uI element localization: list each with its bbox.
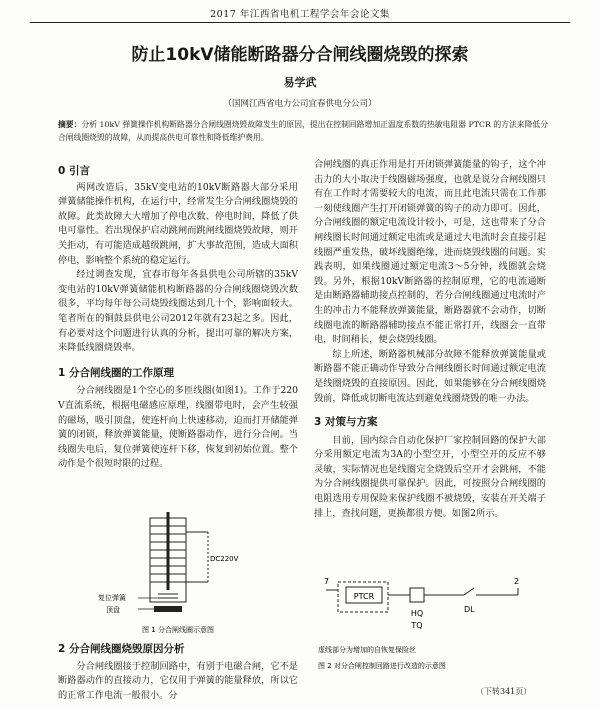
label-voltage: DC220V (210, 555, 239, 563)
return-spring (158, 594, 178, 602)
abstract (58, 118, 548, 144)
running-head: 2017 年江西省电机工程学会年会论文集 (210, 9, 390, 20)
dl-contact (464, 588, 474, 595)
coil-diagram (58, 512, 298, 640)
section2-paragraph: 分合闸线圈接于控制回路中，有别于电磁合闸，它不是断路器动作的直接动力，它仅用于弹簧的能量释放，所以它的正常工作电流一般很小。分 (58, 660, 298, 701)
label-dl: DL (464, 605, 475, 614)
section-heading-1: 1 分合闸线圈的工作原理 (58, 366, 174, 379)
label-tq: TQ (411, 621, 423, 630)
section-heading-2: 2 分合闸线圈烧毁原因分析 (58, 643, 185, 655)
label-node-left: 7 (324, 577, 330, 586)
left-column-bottom (58, 642, 298, 703)
figure-1 (58, 512, 298, 640)
section-heading-3: 3 对策与方案 (314, 416, 378, 429)
right-column (314, 158, 546, 521)
coil-box (410, 588, 424, 602)
left-column-top (58, 164, 298, 472)
label-hq: HQ (410, 609, 424, 618)
right-paragraph-2: 综上所述，断路器机械部分故障不能释放弹簧能量或断路器不能正确动作导致分合闸线圈长时间通过额定电流是线圈烧毁的直接原因。因此，如果能够在分合闸线圈烧毁前，降低或切断电流达到避免线圈烧毁的唯一办法。 (314, 348, 546, 404)
figure-2-note: 虚线部分为增加的自恢复保险丝 (318, 646, 416, 654)
label-node-right: 2 (514, 577, 520, 586)
intro-paragraph-2: 经过调查发现，宜春市每年各县供电公司所辖的35kV变电站的10kV弹簧储能机构断路器的分合闸线圈烧毁次数很多，平均每年每公司烧毁线圈达到几十个，影响面较大。笔者所在的铜鼓县供电公司2012年就有23起之多。因此，有必要对这个问题进行认真的分析，提出可靠的解决方案，来降低线圈烧毁率。 (58, 269, 298, 354)
header-rule (30, 22, 570, 23)
figure-2 (314, 572, 554, 680)
label-spring: 复位弹簧 (98, 594, 126, 602)
continued-note: （下转341页） (476, 687, 532, 696)
abstract-label: 摘要： (58, 120, 82, 129)
label-ptcr: PTCR (353, 592, 375, 601)
control-circuit-diagram (314, 572, 554, 680)
author: 易学武 (283, 76, 317, 89)
paper-title: 防止10kV储能断路器分合闸线圈烧毁的探索 (131, 45, 469, 65)
figure-1-caption: 图 1 分合闸线圈示意图 (142, 626, 214, 634)
intro-paragraph-1: 两网改造后，35kV变电站的10kV断路器大部分采用弹簧储能操作机构，在运行中，经常发生分合闸线圈烧毁的故障。此类故障大大增加了停电次数、停电时间，降低了供电可靠性。若出现保护启动跳闸而跳闸线圈烧毁故障，则开关拒动，有可能造成越级跳闸，扩大事故范围，造成大面积停电，影响整个系统的稳定运行。 (58, 181, 298, 266)
section-heading-intro: 0 引言 (58, 165, 90, 177)
right-paragraph-3: 目前，国内综合自动化保护厂家控制回路的保护大部分采用额定电流为3A的小型空开，小型空开的反应不够灵敏，实际情况也是线圈完全烧毁后空开才会跳闸，不能为分合闸线圈提供可靠保护。因此，可按照分合闸线圈的电阻选用专用保险来保护线圈不被烧毁，安装在开关端子排上，查找问题，更换都很方便。如图2所示。 (314, 434, 546, 519)
abstract-text: 分析 10kV 弹簧操作机构断路器分合闸线圈烧毁故障发生的原因，提出在控制回路增加正温度系数的热敏电阻器 PTCR 的方法来降低分合闸线圈烧毁的故障，从而提高供电可靠性和降低维护费用。 (58, 120, 548, 142)
label-plate: 顶盘 (106, 606, 120, 614)
section1-paragraph: 分合闸线圈是1个空心的多匝线圈(如图1)。工作于220V直流系统，根据电磁感应原理，线圈带电时，会产生较强的磁场，吸引顶盘，使连杆向上快速移动，迫而打开储能弹簧的闭锁，释放弹簧能量，使断路器动作，进行分合闸。当线圈失电后，复位弹簧使连杆下移，恢复到初始位置。整个动作是个很短时限的过程。 (58, 385, 298, 470)
right-paragraph-1: 合闸线圈的真正作用是打开闭锁弹簧能量的钩子，这个冲击力的大小取决于线圈磁场强度，也就是说分合闸线圈只有在工作时才需要较大的电流，而且此电流只需在工作那一刻使线圈产生打开闭锁弹簧的钩子的动力即可。因此，分合闸线圈的额定电流设计较小，可是，这也带来了分合闸线圈长时间通过额定电流或是通过大电流时会直接引起线圈严重发热，破坏线圈绝缘，进而烧毁线圈的问题。实践表明，如果线圈通过额定电流3～5分钟，线圈就会烧毁。另外，根据10kV断路器的控制原理，它的电流通断是由断路器辅助接点控制的，若分合闸线圈通过电流时产生的冲击力不能释放弹簧能量，断路器就不会动作，切断线圈电流的断路器辅助接点不能正常打开，线圈会一直带电，时间稍长，便会烧毁线圈。 (314, 159, 546, 346)
figure-2-caption: 图 2 对分合闸控制回路进行改造的示意图 (318, 662, 446, 670)
top-plate (154, 606, 182, 612)
affiliation: （国网江西省电力公司宜春供电分公司） (223, 99, 377, 109)
